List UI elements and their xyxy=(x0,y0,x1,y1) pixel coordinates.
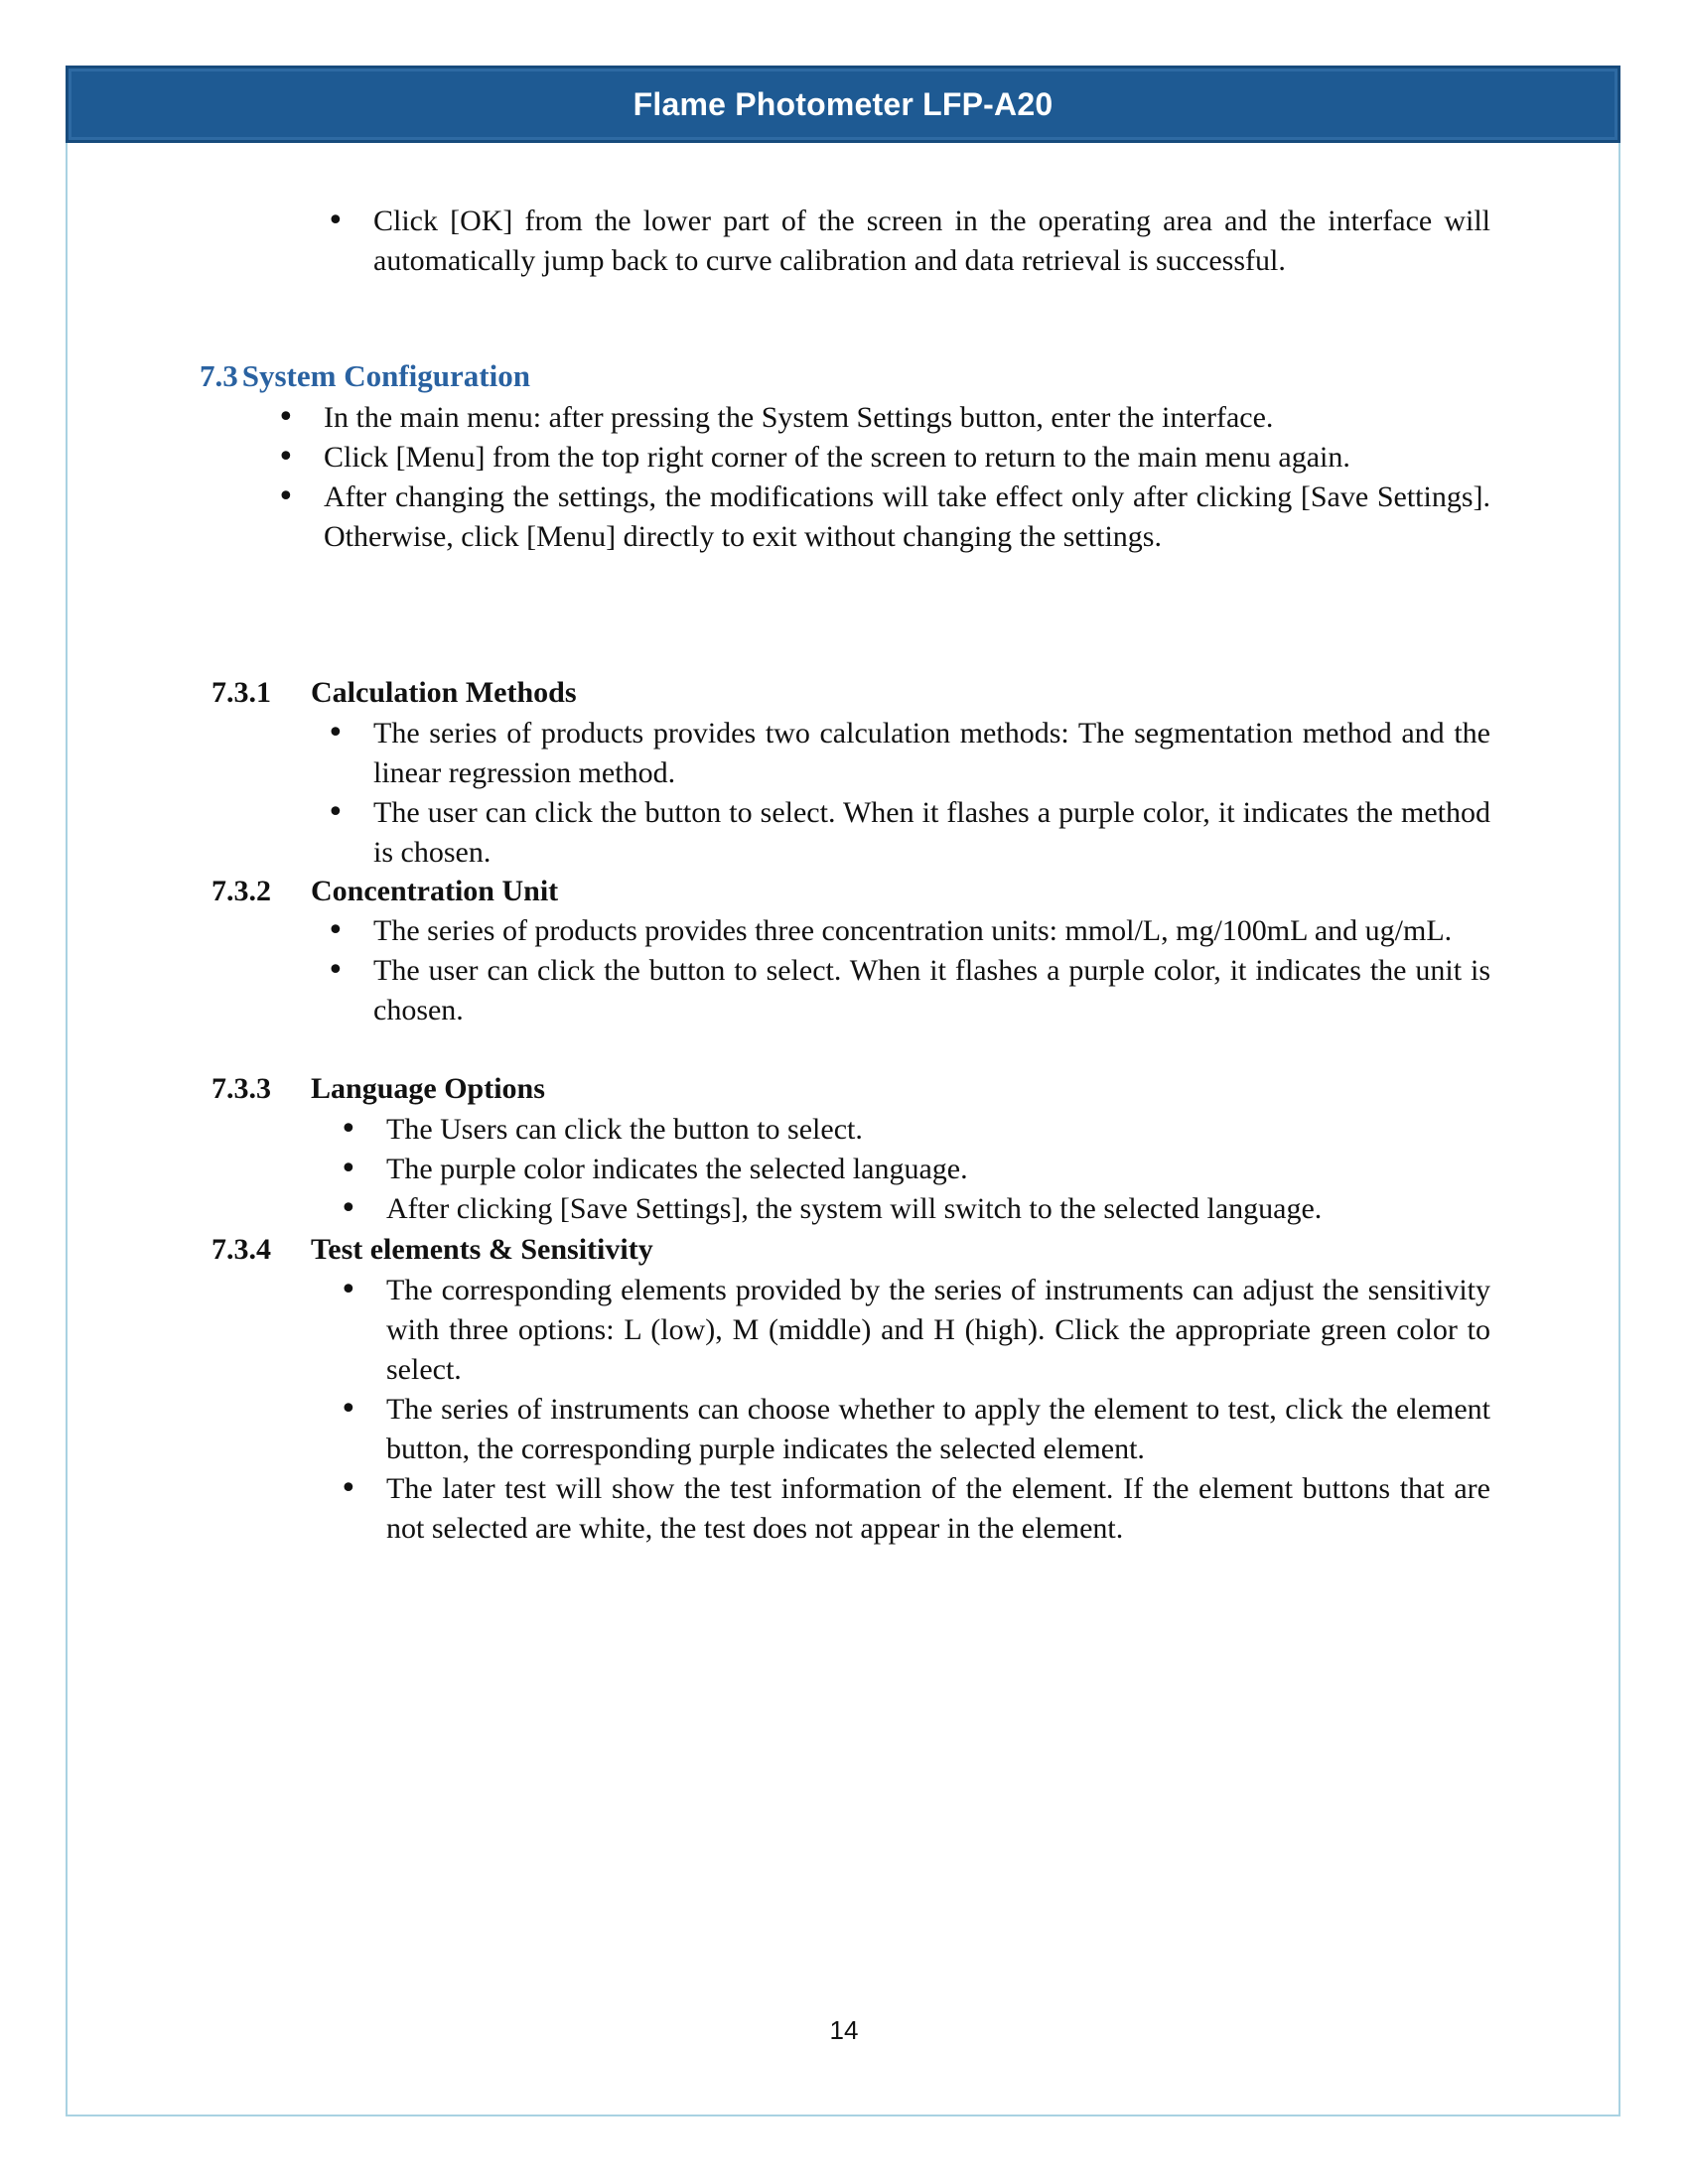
subsection-heading-7-3-4 xyxy=(211,1230,653,1270)
list-item: • The Users can click the button to select. xyxy=(386,1110,1490,1150)
list-item: • Click [Menu] from the top right corner of the screen to return to the main menu again. xyxy=(324,438,1490,478)
list-item: • Click [OK] from the lower part of the screen in the operating area and the interface will automatically jump back to curve calibration and data retrieval is successful. xyxy=(373,202,1490,281)
list-item: • After changing the settings, the modifications will take effect only after clicking [Save Settings]. Otherwise, click [Menu] directly to exit without changing the settings. xyxy=(324,478,1490,557)
subsection-title: Test elements & Sensitivity xyxy=(311,1233,653,1266)
list-item: • The user can click the button to select. When it flashes a purple color, it indicates the method is chosen. xyxy=(373,793,1490,873)
subsection-bullet-list-7-3-4 xyxy=(386,1271,1490,1549)
header-bar xyxy=(66,66,1620,143)
subsection-title: Language Options xyxy=(311,1072,545,1105)
subsection-bullet-list-7-3-1 xyxy=(373,714,1490,873)
list-item: • The series of products provides two calculation methods: The segmentation method and the linear regression method. xyxy=(373,714,1490,793)
header-title: Flame Photometer LFP-A20 xyxy=(633,85,1054,122)
list-item: • After clicking [Save Settings], the system will switch to the selected language. xyxy=(386,1189,1490,1229)
subsection-bullet-list-7-3-3 xyxy=(386,1110,1490,1229)
subsection-number: 7.3.3 xyxy=(211,1072,271,1105)
subsection-heading-7-3-2 xyxy=(211,872,558,911)
page-number: 14 xyxy=(829,2015,859,2045)
list-item: • The purple color indicates the selected language. xyxy=(386,1150,1490,1189)
list-item: • The series of products provides three concentration units: mmol/L, mg/100mL and ug/mL. xyxy=(373,911,1490,951)
list-item: • In the main menu: after pressing the System Settings button, enter the interface. xyxy=(324,398,1490,438)
subsection-heading-7-3-3 xyxy=(211,1069,545,1109)
subsection-number: 7.3.4 xyxy=(211,1233,271,1266)
list-item: • The series of instruments can choose whether to apply the element to test, click the element button, the corresponding purple indicates the selected element. xyxy=(386,1390,1490,1469)
list-item: • The corresponding elements provided by the series of instruments can adjust the sensitivity with three options: L (low), M (middle) and H (high). Click the appropriate green color to select. xyxy=(386,1271,1490,1390)
subsection-title: Concentration Unit xyxy=(311,875,559,907)
subsection-number: 7.3.2 xyxy=(211,875,271,907)
section-number: 7.3 xyxy=(200,358,238,393)
section-heading xyxy=(200,356,530,396)
list-item: • The user can click the button to select. When it flashes a purple color, it indicates the unit is chosen. xyxy=(373,951,1490,1030)
subsection-bullet-list-7-3-2 xyxy=(373,911,1490,1030)
subsection-title: Calculation Methods xyxy=(311,676,577,709)
subsection-number: 7.3.1 xyxy=(211,676,271,709)
section-bullet-list xyxy=(324,398,1490,557)
subsection-heading-7-3-1 xyxy=(211,673,577,713)
section-title: System Configuration xyxy=(241,358,530,393)
intro-bullet-list xyxy=(373,202,1490,281)
list-item: • The later test will show the test information of the element. If the element buttons that are not selected are white, the test does not appear in the element. xyxy=(386,1469,1490,1549)
